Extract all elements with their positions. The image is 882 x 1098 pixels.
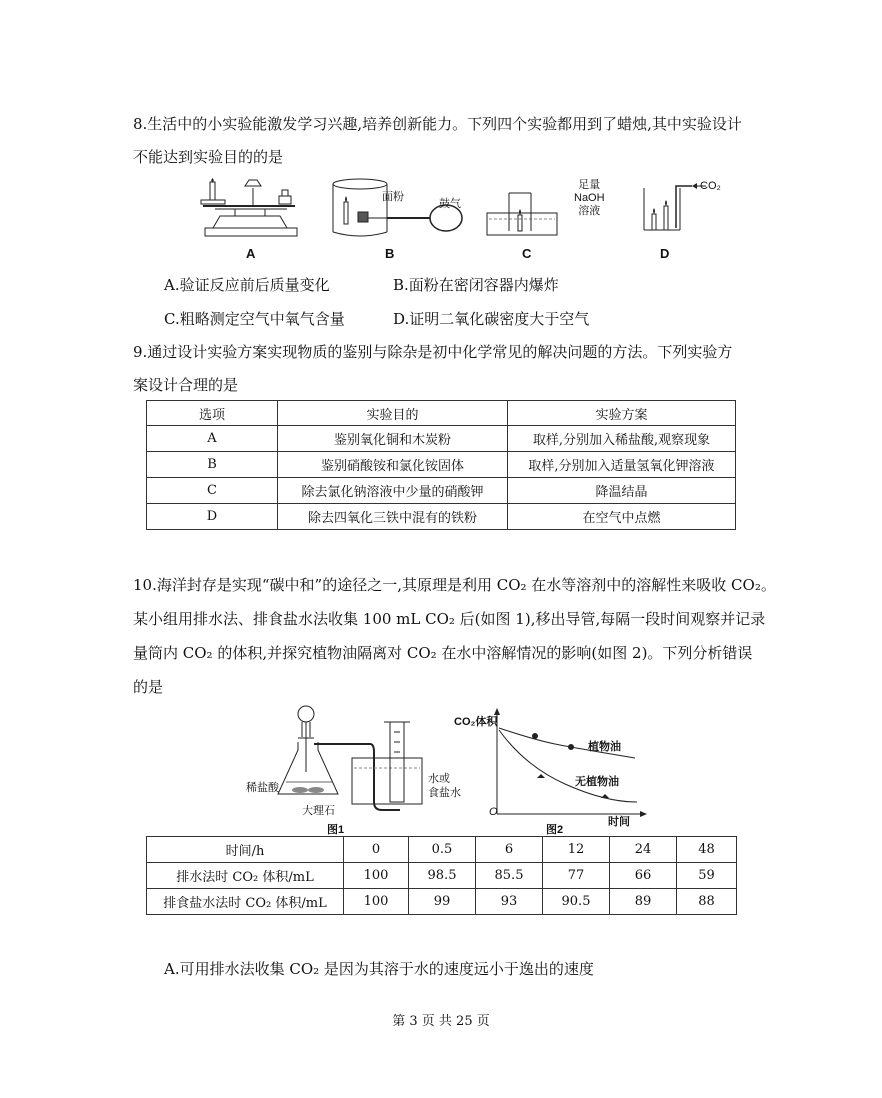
naoh-label-line3: 溶液 — [578, 205, 601, 217]
fig1-water-line2: 食盐水 — [428, 787, 461, 799]
page-footer: 第 3 页 共 25 页 — [392, 1014, 490, 1029]
q10-cell: 时间/h — [147, 837, 344, 863]
fig2-caption: 图2 — [546, 824, 564, 836]
q8-stem-line2: 不能达到实验目的的是 — [133, 148, 284, 166]
q10-cell: 88 — [677, 889, 737, 915]
q9-cell: D — [147, 504, 278, 530]
q9-header-plan: 实验方案 — [508, 401, 736, 426]
q10-cell: 排水法时 CO₂ 体积/mL — [147, 863, 344, 889]
curve-with-oil-point — [568, 744, 574, 750]
q10-stem-line4: 的是 — [133, 678, 164, 696]
fig2-origin: O — [489, 806, 498, 818]
figure-c-naoh-label — [574, 179, 605, 218]
fig1-water-line1: 水或 — [428, 773, 450, 785]
figure-b-label: B — [385, 246, 395, 261]
q9-cell: 在空气中点燃 — [508, 504, 736, 530]
figure-a-label: A — [246, 246, 256, 261]
q10-cell: 6 — [476, 837, 543, 863]
table-row — [147, 478, 736, 504]
q9-cell: 除去四氧化三铁中混有的铁粉 — [278, 504, 508, 530]
q9-cell: 鉴别硝酸铵和氯化铵固体 — [278, 452, 508, 478]
curve-without-oil-point — [601, 794, 609, 798]
q9-cell: 除去氯化钠溶液中少量的硝酸钾 — [278, 478, 508, 504]
figure-d-co2-label: CO₂ — [700, 180, 721, 192]
q8-stem-line1: 8.生活中的小实验能激发学习兴趣,培养创新能力。下列四个实验都用到了蜡烛,其中实验设计 — [133, 115, 742, 133]
q10-cell: 100 — [344, 863, 409, 889]
q10-cell: 100 — [344, 889, 409, 915]
fig2-curve1-label: 植物油 — [588, 741, 621, 753]
q10-table — [146, 836, 737, 915]
curve-with-oil-point — [532, 733, 538, 739]
q9-cell: 降温结晶 — [508, 478, 736, 504]
q9-cell: A — [147, 426, 278, 452]
q10-cell: 66 — [610, 863, 677, 889]
fig1-marble-label: 大理石 — [302, 805, 335, 817]
table-row — [147, 837, 737, 863]
q10-cell: 98.5 — [409, 863, 476, 889]
q10-cell: 48 — [677, 837, 737, 863]
q10-cell: 99 — [409, 889, 476, 915]
table-row — [147, 426, 736, 452]
q10-stem-line3: 量筒内 CO₂ 的体积,并探究植物油隔离对 CO₂ 在水中溶解情况的影响(如图 2)。下列分析错误 — [133, 644, 753, 662]
q9-table-header — [147, 401, 736, 426]
q10-cell: 90.5 — [543, 889, 610, 915]
q9-cell: 取样,分别加入适量氢氧化钾溶液 — [508, 452, 736, 478]
q10-cell: 89 — [610, 889, 677, 915]
q10-option-a: A.可用排水法收集 CO₂ 是因为其溶于水的速度远小于逸出的速度 — [164, 960, 594, 978]
q10-stem-line1: 10.海洋封存是实现“碳中和”的途径之一,其原理是利用 CO₂ 在水等溶剂中的溶解性来吸收 CO₂。 — [133, 576, 776, 594]
curve-without-oil-point — [537, 774, 545, 778]
figure-d-label: D — [660, 246, 670, 261]
fig2-xlabel: 时间 — [608, 816, 630, 828]
naoh-label-line2: NaOH — [574, 192, 605, 204]
naoh-label-line1: 足量 — [578, 179, 601, 191]
q9-cell: 取样,分别加入稀盐酸,观察现象 — [508, 426, 736, 452]
q9-stem-line1: 9.通过设计实验方案实现物质的鉴别与除杂是初中化学常见的解决问题的方法。下列实验方 — [133, 343, 733, 361]
figure-c-trough — [485, 183, 565, 241]
q10-cell: 排食盐水法时 CO₂ 体积/mL — [147, 889, 344, 915]
table-row — [147, 889, 737, 915]
figure-a-balance — [195, 176, 305, 240]
q9-stem-line2: 案设计合理的是 — [133, 376, 239, 394]
q10-cell: 0.5 — [409, 837, 476, 863]
q10-cell: 93 — [476, 889, 543, 915]
q8-option-a: A.验证反应前后质量变化 — [164, 276, 330, 294]
figure-b-blow-label: 鼓气 — [439, 198, 461, 210]
table-row — [147, 452, 736, 478]
fig1-acid-label: 稀盐酸 — [246, 782, 279, 794]
table-row — [147, 504, 736, 530]
q9-header-purpose: 实验目的 — [278, 401, 508, 426]
figure-c-label: C — [522, 246, 532, 261]
q8-option-c: C.粗略测定空气中氧气含量 — [164, 310, 345, 328]
table-row — [147, 863, 737, 889]
q9-cell: C — [147, 478, 278, 504]
figure-b-flour-label: 面粉 — [382, 191, 404, 203]
fig2-ylabel: CO₂体积 — [454, 716, 498, 728]
q10-cell: 0 — [344, 837, 409, 863]
figure1-apparatus — [270, 702, 470, 822]
q10-cell: 24 — [610, 837, 677, 863]
q10-cell: 59 — [677, 863, 737, 889]
q9-header-option: 选项 — [147, 401, 278, 426]
q8-option-d: D.证明二氧化碳密度大于空气 — [393, 310, 590, 328]
q10-cell: 85.5 — [476, 863, 543, 889]
q9-table — [146, 400, 736, 530]
q9-cell: B — [147, 452, 278, 478]
q9-cell: 鉴别氧化铜和木炭粉 — [278, 426, 508, 452]
fig1-caption: 图1 — [327, 824, 345, 836]
q10-stem-line2: 某小组用排水法、排食盐水法收集 100 mL CO₂ 后(如图 1),移出导管,每隔一段时间观察并记录 — [133, 610, 766, 628]
q10-cell: 12 — [543, 837, 610, 863]
fig2-curve2-label: 无植物油 — [575, 776, 619, 788]
q10-cell: 77 — [543, 863, 610, 889]
q8-option-b: B.面粉在密闭容器内爆炸 — [393, 276, 559, 294]
